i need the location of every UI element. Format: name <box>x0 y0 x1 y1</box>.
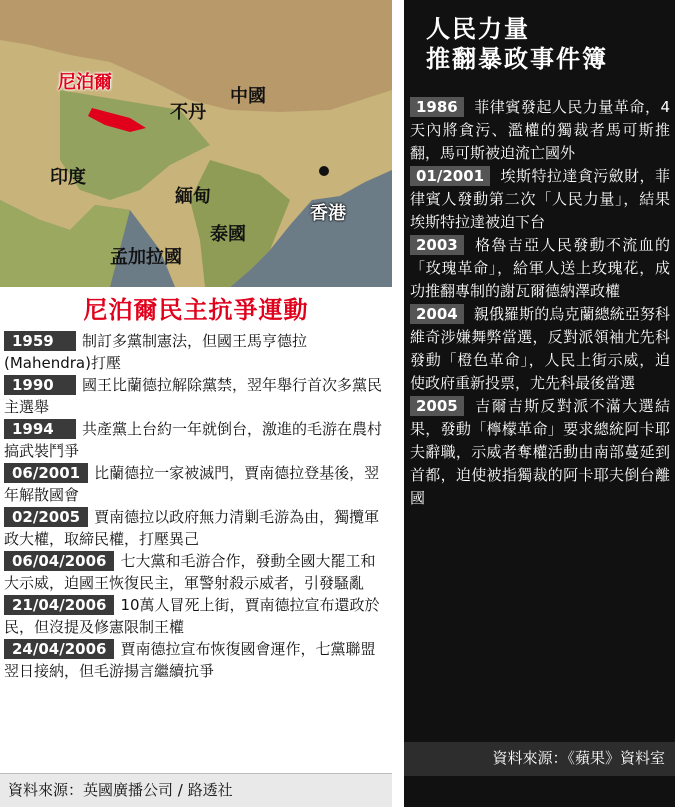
date-badge: 24/04/2006 <box>4 639 114 659</box>
entry-text: 制訂多黨制憲法，但國王馬亨德拉(Mahendra)打壓 <box>4 332 308 372</box>
entry-text: 10萬人冒死上街，賈南德拉宣布還政於民，但沒提及修憲限制王權 <box>4 596 380 636</box>
date-badge: 02/2005 <box>4 507 88 527</box>
nepal-timeline <box>4 330 388 682</box>
timeline-entry <box>4 594 388 638</box>
date-badge: 06/2001 <box>4 463 88 483</box>
map-label-india: 印度 <box>50 167 86 188</box>
entry-text: 國王比蘭德拉解除黨禁，翌年舉行首次多黨民主選舉 <box>4 376 383 416</box>
entry-text: 親俄羅斯的烏克蘭總統亞努科維奇涉嫌舞弊當選，反對派領袖尤先科發動「橙色革命」，人民上街示威，迫使政府重新投票，尤先科最後當選 <box>410 305 670 392</box>
power-title <box>404 0 675 74</box>
map-label-bangladesh: 孟加拉國 <box>110 247 182 268</box>
entry-text: 賈南德拉以政府無力清剿毛游為由，獨攬軍政大權，取締民權，打壓異己 <box>4 508 380 548</box>
map-graphic <box>0 0 392 287</box>
timeline-entry <box>410 303 670 395</box>
power-title-line2: 推翻暴政事件簿 <box>426 45 608 73</box>
timeline-entry <box>4 418 388 462</box>
date-badge: 06/04/2006 <box>4 551 114 571</box>
power-title-line1: 人民力量 <box>426 15 530 43</box>
map-label-thailand: 泰國 <box>210 224 246 245</box>
timeline-entry <box>4 374 388 418</box>
date-badge: 2003 <box>410 235 464 255</box>
date-badge: 2004 <box>410 304 464 324</box>
timeline-entry <box>4 330 388 374</box>
timeline-entry <box>4 550 388 594</box>
nepal-source: 資料來源：英國廣播公司 / 路透社 <box>0 773 392 807</box>
power-panel <box>404 0 675 807</box>
entry-text: 吉爾吉斯反對派不滿大選結果，發動「檸檬革命」要求總統阿卡耶夫辭職，示威者奪權活動由南部蔓延到首都，迫使被指獨裁的阿卡耶夫倒台離國 <box>410 397 670 507</box>
map-label-china: 中國 <box>230 86 266 107</box>
timeline-entry <box>410 96 670 165</box>
nepal-title: 尼泊爾民主抗爭運動 <box>83 296 309 324</box>
timeline-entry <box>410 165 670 234</box>
entry-text: 七大黨和毛游合作，發動全國大罷工和大示威，迫國王恢復民主，軍警射殺示威者，引發騷亂 <box>4 552 376 592</box>
date-badge: 1990 <box>4 375 76 395</box>
timeline-entry <box>4 638 388 682</box>
date-badge: 1959 <box>4 331 76 351</box>
entry-text: 共產黨上台約一年就倒台，激進的毛游在農村搞武裝鬥爭 <box>4 420 383 460</box>
map-label-hongkong: 香港 <box>310 203 346 224</box>
entry-text: 埃斯特拉達貪污斂財，菲律賓人發動第二次「人民力量」，結果埃斯特拉達被迫下台 <box>410 167 670 231</box>
power-source: 資料來源：《蘋果》資料室 <box>404 742 675 776</box>
date-badge: 1986 <box>410 97 464 117</box>
map-label-bhutan: 不丹 <box>170 102 206 123</box>
entry-text: 賈南德拉宣布恢復國會運作，七黨聯盟翌日接納，但毛游揚言繼續抗爭 <box>4 640 376 680</box>
date-badge: 2005 <box>410 396 464 416</box>
map-label-nepal: 尼泊爾 <box>58 72 112 93</box>
date-badge: 01/2001 <box>410 166 490 186</box>
entry-text: 格魯吉亞人民發動不流血的「玫瑰革命」，給軍人送上玫瑰花，成功推翻專制的謝瓦爾德納澤政權 <box>410 236 670 300</box>
power-timeline <box>410 96 670 510</box>
date-badge: 21/04/2006 <box>4 595 114 615</box>
entry-text: 比蘭德拉一家被滅門，賈南德拉登基後，翌年解散國會 <box>4 464 380 504</box>
map <box>0 0 392 287</box>
timeline-entry <box>4 462 388 506</box>
timeline-entry <box>410 234 670 303</box>
entry-text: 菲律賓發起人民力量革命，4天內將貪污、濫權的獨裁者馬可斯推翻，馬可斯被迫流亡國外 <box>410 98 670 162</box>
map-label-myanmar: 緬甸 <box>175 186 211 207</box>
timeline-entry <box>410 395 670 510</box>
timeline-entry <box>4 506 388 550</box>
date-badge: 1994 <box>4 419 76 439</box>
